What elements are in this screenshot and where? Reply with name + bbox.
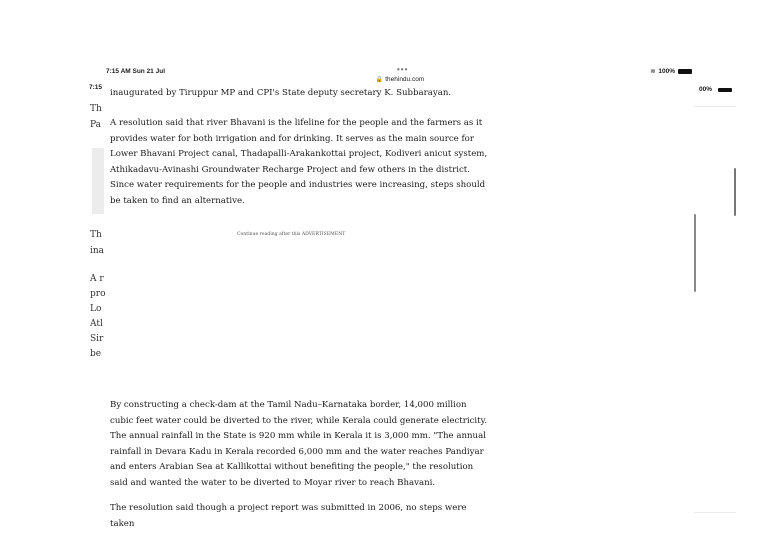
background-text-fragment: Atl [90,319,103,329]
background-battery-icon [718,88,732,92]
background-text-fragment: be [90,349,102,359]
battery-percent: 100% [658,68,675,75]
background-divider [694,106,736,107]
background-text-fragment: Th [90,230,102,240]
article-page [106,64,694,529]
background-battery-label: 00% [699,86,713,93]
battery-icon [678,69,692,74]
article-paragraph: The resolution said though a project report was submitted in 2006, no steps were taken [110,503,467,529]
background-text-fragment: ina [90,246,105,256]
article-paragraph: A resolution said that river Bhavani is the lifeline for the people and the farmers as it provides water for both irrigation and for drinking. It serves as the main source for Lower Bhavani Project canal, Thadapalli-Arakankottai project, Kodiveri anicut system, Athikadavu-Avinashi Groundwater Recharge Project and few others in the district. Since water requirements for the people and industries were increasing, steps should be taken to find an alternative. [110,118,488,206]
url-text: thehindu.com [385,76,425,83]
article-paragraph: inaugurated by Tiruppur MP and CPI's State deputy secretary K. Subbarayan. [110,88,452,98]
wifi-icon: ≋ [650,69,656,75]
background-text-fragment: Th [90,104,102,114]
background-status-time: 7:15 [89,84,103,91]
article-paragraph: By constructing a check-dam at the Tamil Nadu–Karnataka border, 14,000 million cubic feet water could be diverted to the river, while Kerala could generate electricity. The annual rainfall in the State is 920 mm while in Kerala it is 3,000 mm. "The annual rainfall in Devara Kadu in Kerala recorded 6,000 mm and the water reaches Pandiyar and enters Arabian Sea at Kallikottai without benefiting the people," the resolution said and wanted the water to be diverted to Moyar river to reach Bhavani. [110,400,488,488]
lock-icon: 🔒 [375,77,384,83]
background-text-fragment: pro [90,289,106,299]
background-scrollbar[interactable] [734,168,736,216]
background-quote-box [92,148,104,214]
background-text-fragment: Sir [90,334,104,344]
background-text-fragment: Pa [90,120,102,130]
page-scrollbar[interactable] [694,214,696,292]
background-text-fragment: Lo [90,304,102,314]
status-time-date: 7:15 AM Sun 21 Jul [106,68,165,75]
more-dots-icon[interactable]: ••• [397,65,409,74]
address-bar[interactable] [106,76,694,83]
background-text-fragment: A r [90,274,104,284]
status-indicators [650,68,692,75]
advertisement-label: Continue reading after this ADVERTISEMENT [237,232,346,237]
